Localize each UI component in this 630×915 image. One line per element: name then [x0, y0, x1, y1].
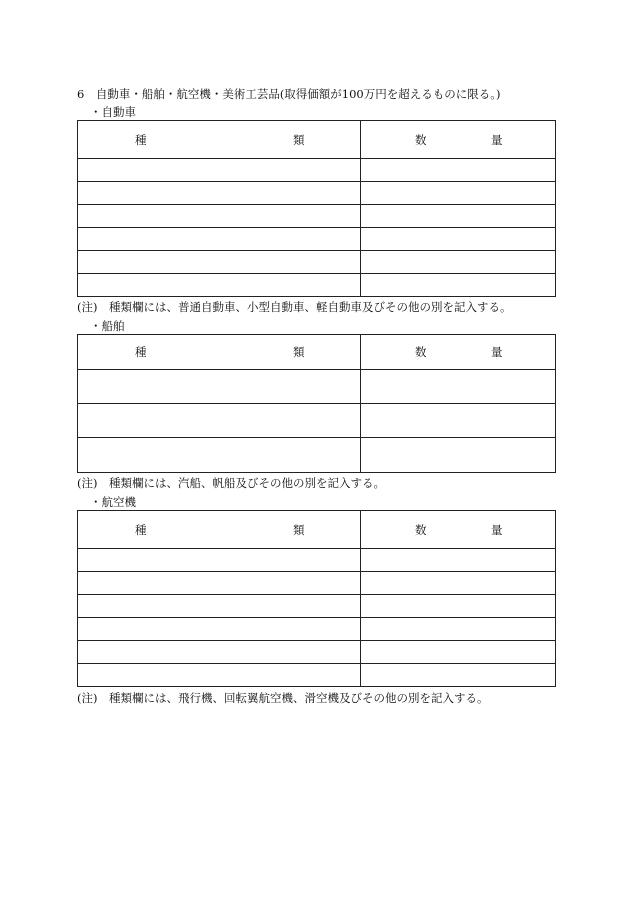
header-quantity: [361, 335, 556, 370]
kind-cell[interactable]: [78, 595, 361, 618]
table-row: [78, 549, 556, 572]
header-quantity-char-1: 数: [415, 345, 427, 359]
header-quantity-char-2: 量: [491, 522, 503, 537]
note-ships: (注) 種類欄には、汽船、帆船及びその他の別を記入する。: [77, 476, 385, 490]
quantity-cell[interactable]: [361, 205, 556, 228]
table-row: [78, 228, 556, 251]
quantity-cell[interactable]: [361, 404, 556, 438]
note-aircraft: (注) 種類欄には、飛行機、回転翼航空機、滑空機及びその他の別を記入する。: [77, 691, 489, 705]
header-quantity-char-2: 量: [491, 132, 503, 147]
label-automobiles: ・自動車: [90, 105, 136, 119]
table-automobiles: [77, 120, 556, 297]
table-row: [78, 438, 556, 473]
header-kind-char-2: 類: [293, 132, 305, 147]
kind-cell[interactable]: [78, 572, 361, 595]
table-aircraft: [77, 510, 556, 687]
table-row: [78, 618, 556, 641]
kind-cell[interactable]: [78, 618, 361, 641]
quantity-cell[interactable]: [361, 274, 556, 297]
kind-cell[interactable]: [78, 641, 361, 664]
table-row: [78, 182, 556, 205]
quantity-cell[interactable]: [361, 370, 556, 404]
quantity-cell[interactable]: [361, 159, 556, 182]
header-quantity-char-2: 量: [491, 345, 503, 359]
kind-cell[interactable]: [78, 370, 361, 404]
kind-cell[interactable]: [78, 251, 361, 274]
table-row: [78, 159, 556, 182]
quantity-cell[interactable]: [361, 595, 556, 618]
table-row: [78, 370, 556, 404]
table-row: [78, 205, 556, 228]
header-kind-char-1: 種: [135, 132, 147, 147]
table-row: [78, 404, 556, 438]
kind-cell[interactable]: [78, 205, 361, 228]
kind-cell[interactable]: [78, 549, 361, 572]
kind-cell[interactable]: [78, 228, 361, 251]
table-row: [78, 274, 556, 297]
label-aircraft: ・航空機: [90, 495, 136, 509]
table-row: [78, 251, 556, 274]
header-quantity-char-1: 数: [415, 522, 427, 537]
section-title: 6 自動車・船舶・航空機・美術工芸品(取得価額が100万円を超えるものに限る。): [77, 87, 501, 101]
header-kind-char-1: 種: [135, 522, 147, 537]
label-ships: ・船舶: [90, 319, 125, 333]
quantity-cell[interactable]: [361, 228, 556, 251]
kind-cell[interactable]: [78, 182, 361, 205]
note-automobiles: (注) 種類欄には、普通自動車、小型自動車、軽自動車及びその他の別を記入する。: [77, 300, 512, 314]
kind-cell[interactable]: [78, 438, 361, 473]
quantity-cell[interactable]: [361, 618, 556, 641]
quantity-cell[interactable]: [361, 641, 556, 664]
header-kind-char-2: 類: [293, 345, 305, 359]
header-kind: [78, 335, 361, 370]
header-kind: [78, 511, 361, 549]
table-ships: [77, 334, 556, 473]
header-kind-char-2: 類: [293, 522, 305, 537]
table-row: [78, 641, 556, 664]
header-kind-char-1: 種: [135, 345, 147, 359]
quantity-cell[interactable]: [361, 549, 556, 572]
kind-cell[interactable]: [78, 404, 361, 438]
table-row: [78, 572, 556, 595]
header-quantity-char-1: 数: [415, 132, 427, 147]
quantity-cell[interactable]: [361, 664, 556, 687]
table-header-row: [78, 335, 556, 370]
kind-cell[interactable]: [78, 159, 361, 182]
kind-cell[interactable]: [78, 664, 361, 687]
quantity-cell[interactable]: [361, 251, 556, 274]
table-row: [78, 664, 556, 687]
quantity-cell[interactable]: [361, 572, 556, 595]
table-header-row: [78, 121, 556, 159]
header-quantity: [361, 121, 556, 159]
kind-cell[interactable]: [78, 274, 361, 297]
table-header-row: [78, 511, 556, 549]
header-quantity: [361, 511, 556, 549]
quantity-cell[interactable]: [361, 438, 556, 473]
quantity-cell[interactable]: [361, 182, 556, 205]
header-kind: [78, 121, 361, 159]
table-row: [78, 595, 556, 618]
